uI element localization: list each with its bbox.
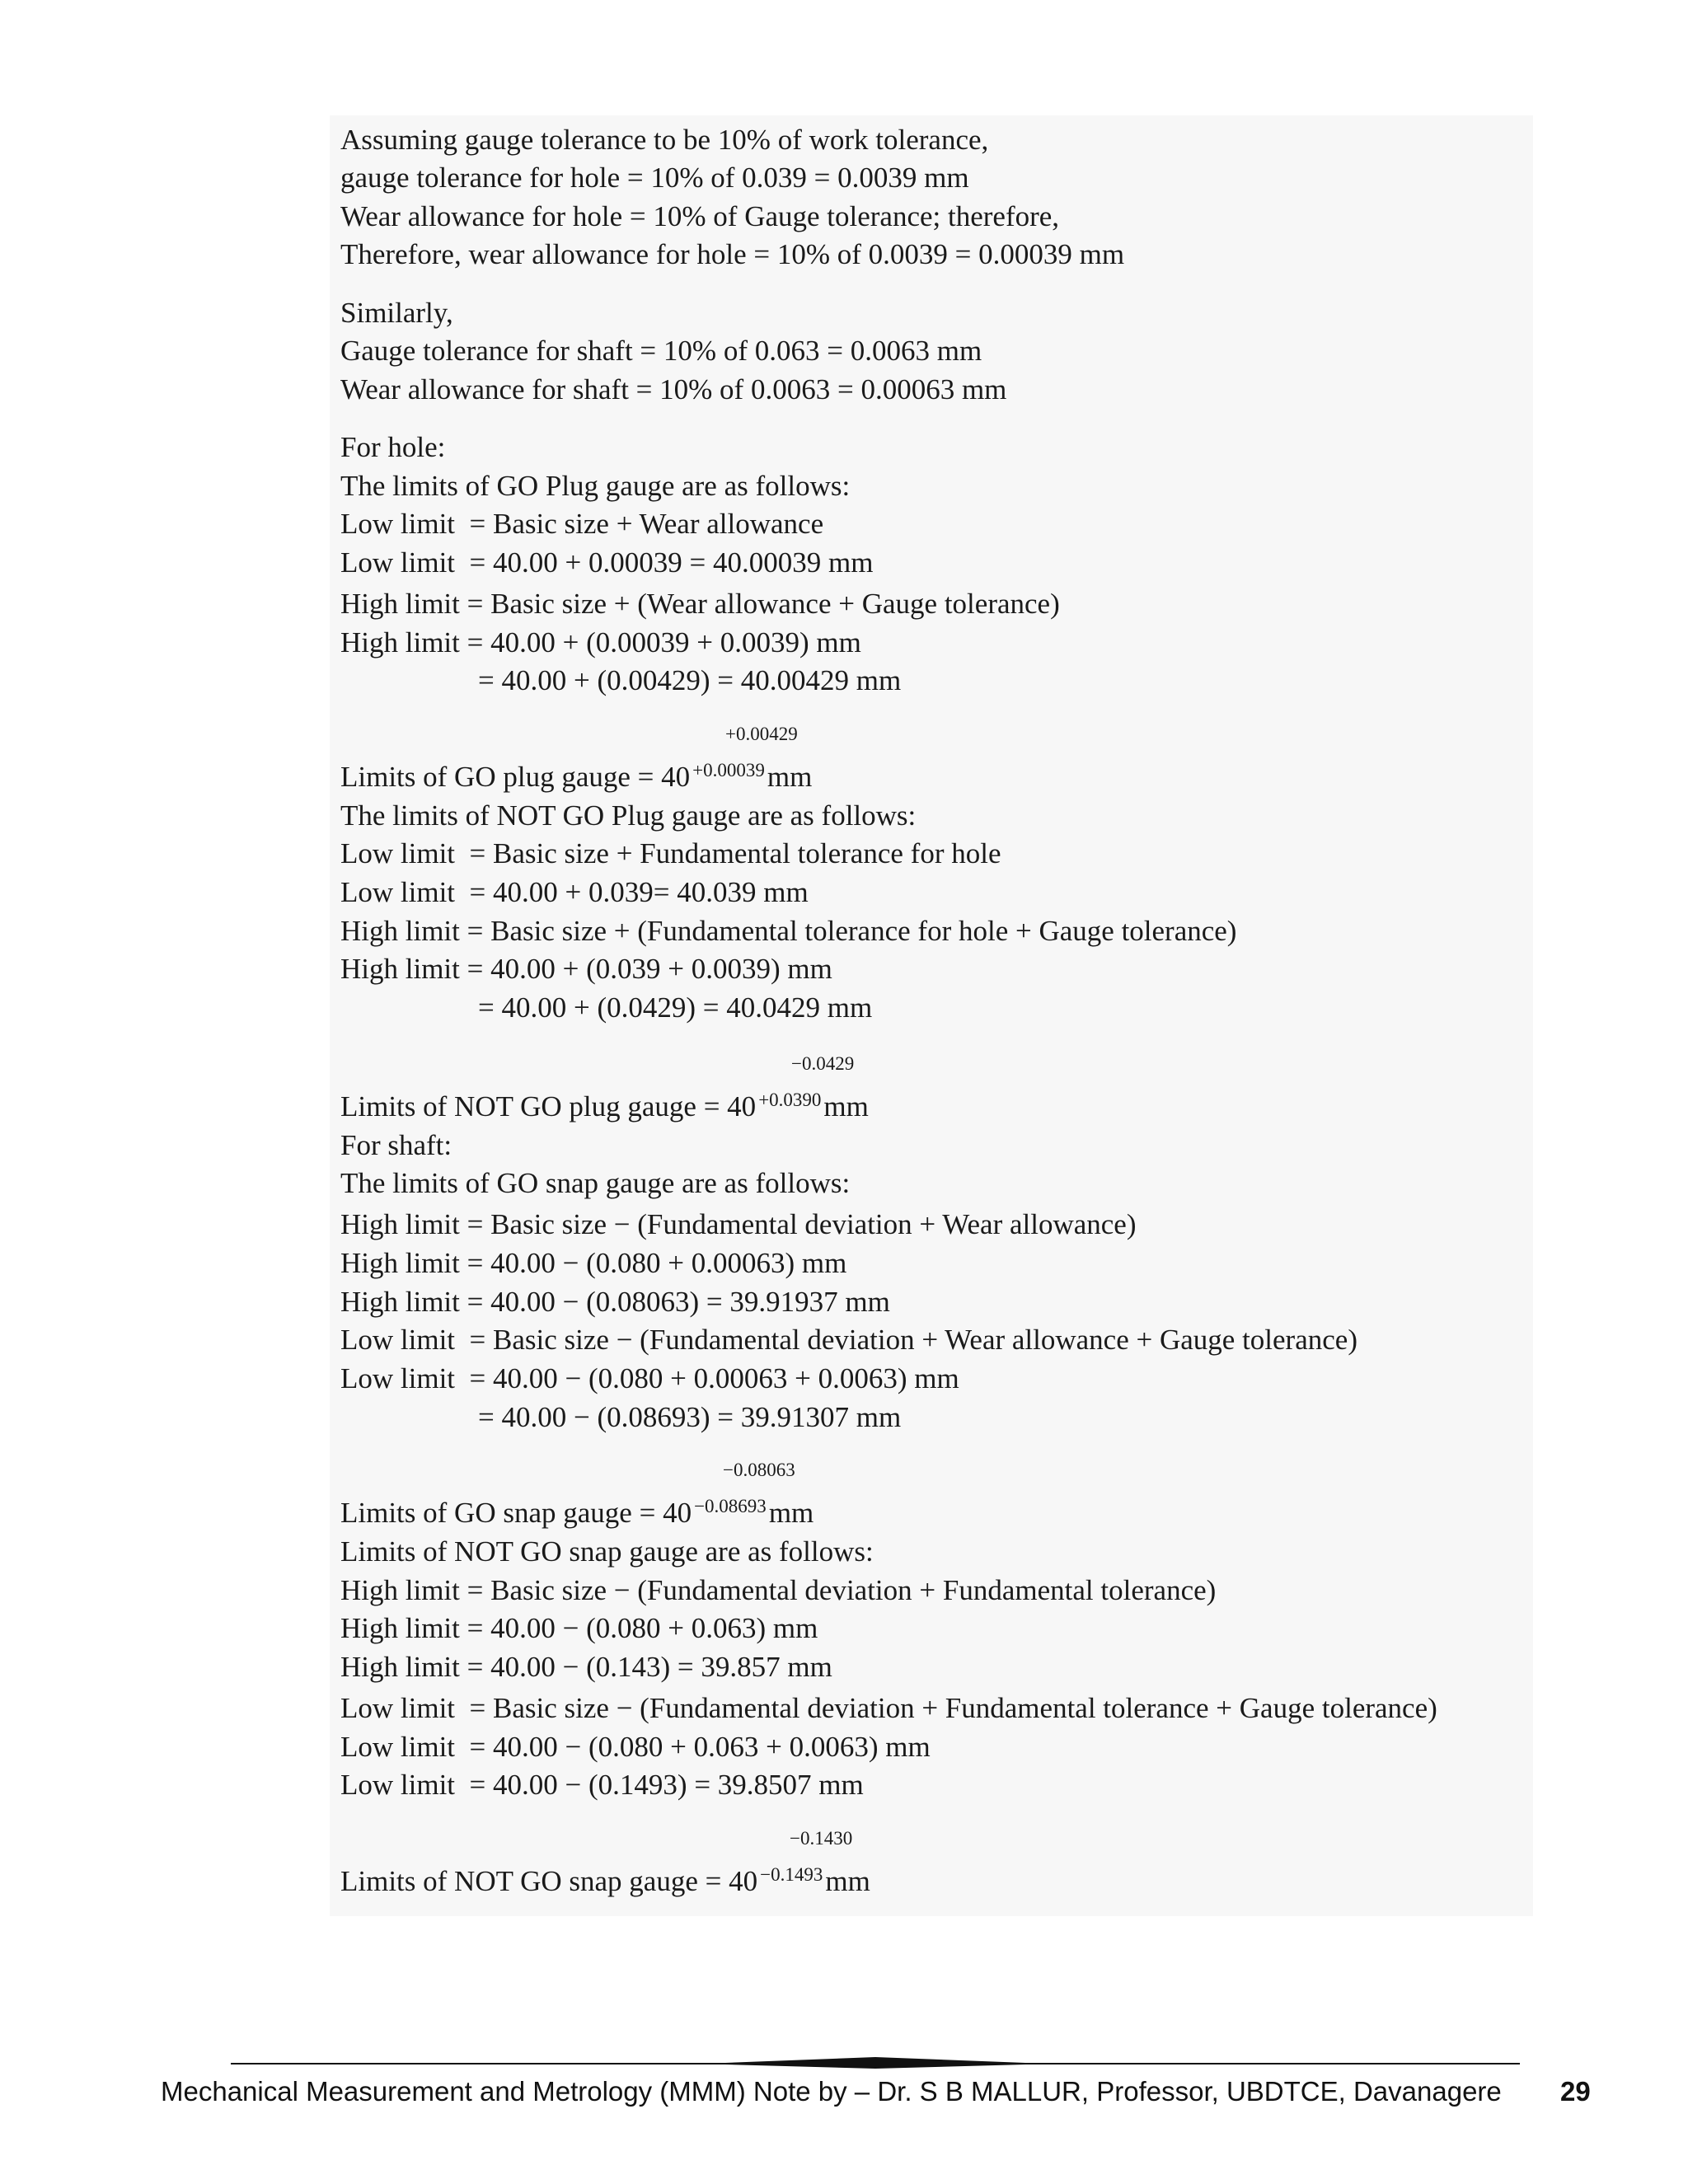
text-line: Low limit = 40.00 − (0.080 + 0.063 + 0.0063) mm — [340, 1731, 931, 1763]
upper-deviation: −0.0429 — [791, 1053, 855, 1074]
upper-deviation: −0.1430 — [790, 1828, 853, 1849]
limits-result-line — [340, 758, 812, 799]
text-line: The limits of NOT GO Plug gauge are as follows: — [340, 799, 917, 832]
limits-label: Limits of NOT GO snap gauge = 40 — [340, 1865, 758, 1897]
unit: mm — [768, 1497, 814, 1529]
text-line: Wear allowance for shaft = 10% of 0.0063 = 0.00063 mm — [340, 373, 1007, 405]
text-line: Wear allowance for hole = 10% of Gauge tolerance; therefore, — [340, 200, 1060, 232]
limits-label: Limits of GO plug gauge = 40 — [340, 761, 691, 793]
text-line: The limits of GO Plug gauge are as follows: — [340, 470, 851, 502]
footer-text: Mechanical Measurement and Metrology (MMM) Note by – Dr. S B MALLUR, Professor, UBDTCE, Davanagere — [161, 2076, 1502, 2107]
page-number: 29 — [1560, 2076, 1591, 2107]
limits-result-line — [340, 1863, 870, 1904]
text-line: Low limit = Basic size − (Fundamental deviation + Wear allowance + Gauge tolerance) — [340, 1324, 1357, 1356]
text-line: gauge tolerance for hole = 10% of 0.039 = 0.0039 mm — [340, 162, 969, 194]
unit: mm — [825, 1865, 870, 1897]
unit: mm — [823, 1090, 869, 1122]
text-line: = 40.00 + (0.0429) = 40.0429 mm — [478, 991, 873, 1024]
text-line: Therefore, wear allowance for hole = 10% of 0.0039 = 0.00039 mm — [340, 238, 1125, 270]
text-line: Low limit = Basic size − (Fundamental deviation + Fundamental tolerance + Gauge tolerance) — [340, 1692, 1437, 1724]
text-line: High limit = Basic size + (Fundamental tolerance for hole + Gauge tolerance) — [340, 915, 1237, 947]
text-line: For shaft: — [340, 1129, 452, 1161]
text-line: High limit = 40.00 − (0.080 + 0.063) mm — [340, 1612, 818, 1644]
limits-result-line — [340, 1088, 869, 1129]
limits-label: Limits of NOT GO plug gauge = 40 — [340, 1090, 757, 1122]
text-line: High limit = 40.00 − (0.080 + 0.00063) mm — [340, 1247, 847, 1279]
lower-deviation: +0.00039 — [692, 760, 765, 780]
lower-deviation: −0.1493 — [760, 1864, 823, 1885]
lower-deviation: −0.08693 — [694, 1496, 767, 1516]
unit: mm — [767, 761, 813, 793]
text-line: The limits of GO snap gauge are as follows: — [340, 1167, 851, 1199]
upper-deviation: +0.00429 — [725, 724, 798, 744]
lower-deviation: +0.0390 — [758, 1090, 822, 1110]
text-line: Low limit = Basic size + Wear allowance — [340, 508, 824, 540]
text-line: Low limit = 40.00 − (0.1493) = 39.8507 mm — [340, 1769, 864, 1801]
text-line: High limit = Basic size − (Fundamental deviation + Fundamental tolerance) — [340, 1574, 1217, 1606]
text-line: High limit = Basic size + (Wear allowance + Gauge tolerance) — [340, 588, 1060, 620]
text-line: Low limit = 40.00 − (0.080 + 0.00063 + 0.0063) mm — [340, 1362, 959, 1394]
text-line: Low limit = 40.00 + 0.00039 = 40.00039 mm — [340, 546, 874, 579]
text-line: High limit = 40.00 − (0.143) = 39.857 mm — [340, 1651, 832, 1683]
text-line: Assuming gauge tolerance to be 10% of work tolerance, — [340, 124, 989, 156]
limits-label: Limits of GO snap gauge = 40 — [340, 1497, 692, 1529]
upper-deviation: −0.08063 — [723, 1460, 795, 1480]
footer-divider — [231, 2055, 1520, 2069]
text-line: Low limit = Basic size + Fundamental tolerance for hole — [340, 837, 1001, 869]
text-line: = 40.00 + (0.00429) = 40.00429 mm — [478, 664, 902, 696]
text-line: Similarly, — [340, 297, 453, 329]
text-line: Limits of NOT GO snap gauge are as follows: — [340, 1535, 874, 1568]
text-line: High limit = 40.00 − (0.08063) = 39.91937 mm — [340, 1286, 890, 1318]
text-line: High limit = 40.00 + (0.039 + 0.0039) mm — [340, 953, 832, 985]
text-line: = 40.00 − (0.08693) = 39.91307 mm — [478, 1401, 902, 1433]
text-line: For hole: — [340, 431, 446, 463]
text-line: Low limit = 40.00 + 0.039= 40.039 mm — [340, 876, 809, 908]
text-line: High limit = Basic size − (Fundamental deviation + Wear allowance) — [340, 1208, 1137, 1240]
text-line: High limit = 40.00 + (0.00039 + 0.0039) mm — [340, 626, 861, 658]
limits-result-line — [340, 1494, 814, 1535]
text-line: Gauge tolerance for shaft = 10% of 0.063 = 0.0063 mm — [340, 335, 982, 367]
